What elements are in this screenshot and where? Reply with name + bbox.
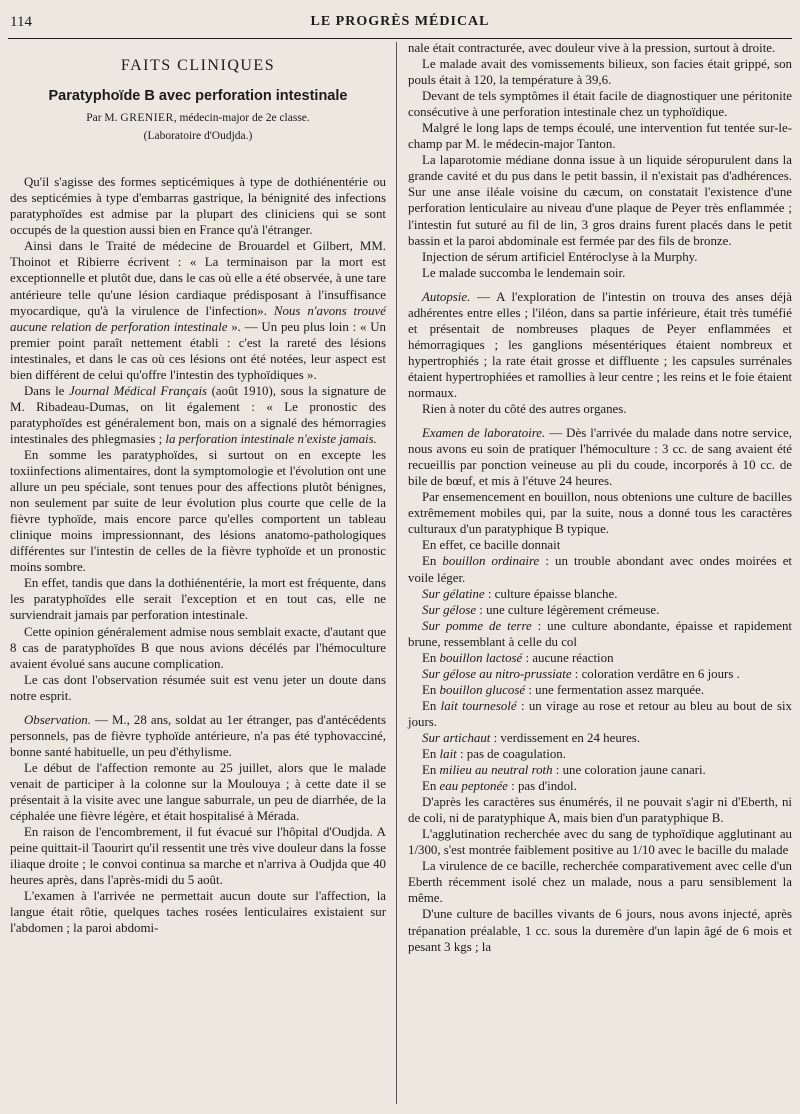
paragraph: Cette opinion généralement admise nous semblait exacte, d'autant que 8 cas de paratyphoïdes B que nous avions décélés par l'hémoculture avaient évolué sans aucune complication. [10,624,386,671]
culture-item: En milieu au neutral roth : une coloration jaune canari. [422,763,706,778]
paragraph: D'après les caractères sus énumérés, il ne pouvait s'agir ni d'Eberth, ni de coli, ni de paratyphique A, mais bien d'un paratyphique B. [408,795,792,826]
culture-item: En eau peptonée : pas d'indol. [422,779,577,794]
paragraph: L'examen à l'arrivée ne permettait aucun doute sur l'affection, la langue était rôtie, quelques taches rosées lenticulaires existaient sur l'abdomen ; la paroi abdomi- [10,889,386,936]
paragraph: Rien à noter du côté des autres organes. [422,402,627,417]
paragraph: La virulence de ce bacille, recherchée comparativement avec celle d'un Eberth récemment isolé chez un malade, nous a paru sensiblement la même. [408,859,792,906]
column-divider [396,42,397,1104]
paragraph: L'agglutination recherchée avec du sang de typhoïdique agglutinant au 1/300, s'est montrée faiblement positive au 1/10 avec le bacille du malade [408,827,792,858]
paragraph: En effet, ce bacille donnait [422,538,561,553]
paragraph: Injection de sérum artificiel Entéroclyse à la Murphy. [422,249,698,264]
culture-item: En bouillon ordinaire : un trouble abondant avec ondes moirées et voile léger. [408,554,793,585]
culture-item: Sur gélose au nitro-prussiate : coloration verdâtre en 6 jours . [422,666,740,681]
byline: Par M. GRENIER, médecin-major de 2e classe. [86,112,310,125]
paragraph: Dans le Journal Médical Français (août 1910), sous la signature de M. Ribadeau-Dumas, on lit également : « Le pronostic des paratyphoïdes est généralement bon, mais on a signalé des hémorragies intestinales des phlegmasies ; la perforation intestinale n'existe jamais. [10,383,387,446]
page-header [10,14,790,34]
left-column [10,42,386,936]
culture-item: Sur gélatine : culture épaisse blanche. [422,586,618,601]
culture-item: Sur gélose : une culture légèrement crémeuse. [422,602,660,617]
right-column [408,40,792,955]
laboratory-note: (Laboratoire d'Oudjda.) [143,130,253,143]
journal-title: LE PROGRÈS MÉDICAL [310,14,490,29]
paragraph: Par ensemencement en bouillon, nous obtenions une culture de bacilles extrêmement mobiles qui, par la suite, nous a donné tous les caractères culturaux d'un paratyphique B typique. [408,490,792,537]
page-number: 114 [10,14,32,30]
paragraph: La laparotomie médiane donna issue à un liquide séropurulent dans la grande cavité et du pus dans le petit bassin, il n'existait pas d'adhérences. Sur une anse iléale voisine du cæcum, on constatait l'existence d'une perforation lenticulaire au niveau d'une plaque de Peyer très enflammée ; l'intestin fut suturé au fil de lin, 3 gros drains furent placés dans le petit bassin et la paroi abdominale est fermée par des fils de bronze. [408,153,792,248]
paragraph: Le début de l'affection remonte au 25 juillet, alors que le malade venait de participer à la colonne sur la Moulouya ; à cette date il se présentait à la visite avec une langue saburrale, un peu de diarrhée, de la céphalée une fièvre légère, et était hospitalisé à Mérada. [10,760,386,824]
paragraph: En effet, tandis que dans la dothiénentérie, la mort est fréquente, dans les paratyphoïdes elle serait l'exception et en tout cas, elle ne surviendrait jamais par perforation intestinale. [10,576,386,623]
paragraph: Ainsi dans le Traité de médecine de Brouardel et Gilbert, MM. Thoinot et Ribierre écrivent : « La terminaison par la mort est exceptionnelle et plutôt due, dans le cas où elle a été observée, à une tare antérieure telle qu'une lésion cardiaque prédisposant à l'insuffisance myocardique, qu'à la virulence de l'infection». Nous n'avons trouvé aucune relation de perforation intestinale ». — Un peu plus loin : « Un premier point paraît nettement établi : c'est la rareté des lésions intestinales, et dans le cas où ces lésions ont été notées, leur aspect est bien différent de celui qu'offre l'intestin des typhoïdiques ». [10,239,386,382]
culture-item: En lait tournesolé : un virage au rose et retour au bleu au bout de six jours. [408,698,792,729]
paragraph: En raison de l'encombrement, il fut évacué sur l'hôpital d'Oudjda. A peine quittait-il Taourirt qu'il ressentit une très vive douleur dans la fosse iliaque droite ; le convoi continua sa marche et n'arriva à Oudjda que 40 heures après, dans l'après-midi du 5 août. [10,825,386,888]
paragraph: En somme les paratyphoïdes, si surtout on en excepte les toxiinfections alimentaires, dont la symptomologie et l'évolution ont une allure un peu spéciale, sont tenues pour des affections plutôt bénignes, non seulement par suite de leur évolution plus courte que celle de la fièvre typhoïde, mais encore parce qu'elles comportent un tableau clinique moins impressionnant, des lésions anatomo-pathologiques différentes sur l'intestin de celles de la fièvre typhoïde et un pronostic moins sombre. [10,447,386,575]
paragraph: Le cas dont l'observation résumée suit est venu jeter un doute dans notre esprit. [10,672,386,703]
paragraph: Malgré le long laps de temps écoulé, une intervention fut tentée sur-le-champ par M. le médecin-major Tanton. [408,121,792,152]
culture-item: Sur artichaut : verdissement en 24 heures. [422,730,641,745]
paragraph: Autopsie. — A l'exploration de l'intestin on trouva des anses déjà adhérentes entre elles ; l'iléon, dans sa partie inférieure, était très tuméfié et présentait de nombreuses plaques de Peyer enflammées et hémorragiques ; les ganglions mésentériques étaient nombreux et hypertrophiés ; la rate était grosse et diffluente ; les capsules surrénales étaient hypertrophiées et ramollies à leur centre ; les reins et le foie étaient normaux. [408,289,792,400]
paragraph: Observation. — M., 28 ans, soldat au 1er étranger, pas d'antécédents personnels, pas de fièvre typhoïde antérieure, n'a pas été typhovacciné, bonne santé habituelle, un peu d'éthylisme. [10,712,386,759]
culture-item: En lait : pas de coagulation. [422,747,566,762]
section-heading: FAITS CLINIQUES [120,57,276,74]
paragraph: D'une culture de bacilles vivants de 6 jours, nous avons injecté, après trépanation préalable, 1 cc. sous la duremère d'un lapin âgé de 6 mois et pesant 3 kgs ; la [408,907,792,954]
header-rule [8,38,792,39]
culture-item: Sur pomme de terre : une culture abondante, épaisse et rapidement brune, ressemblant à celle du col [408,618,792,649]
article-title: Paratyphoïde B avec perforation intestinale [48,88,348,105]
paragraph: Le malade succomba le lendemain soir. [422,265,626,280]
culture-item: En bouillon lactosé : aucune réaction [422,650,614,665]
paragraph: Devant de tels symptômes il était facile de diagnostiquer une péritonite consécutive à une perforation intestinale chez un typhoïdique. [408,89,792,120]
paragraph: nale était contracturée, avec douleur vive à la pression, surtout à droite. [408,41,776,55]
culture-item: En bouillon glucosé : une fermentation assez marquée. [422,682,705,697]
paragraph: Examen de laboratoire. — Dès l'arrivée du malade dans notre service, nous avons eu soin de pratiquer l'hémoculture : 3 cc. de sang avaient été recueillis par ponction veineuse au pli du coude, incorporés à 10 cc. de bile de bœuf, et mis à l'étuve 24 heures. [408,426,792,489]
paragraph: Le malade avait des vomissements bilieux, son facies était grippé, son pouls était à 120, la température à 39,6. [408,57,792,88]
author-name: GRENIER [120,112,174,125]
paragraph: Qu'il s'agisse des formes septicémiques à type de dothiénentérie ou des septicémies à type d'embarras gastrique, la bénignité des infections paratyphoïdes est admise par la plupart des cliniciens qui se sont occupés de la question aussi bien en France qu'à l'étranger. [10,175,386,238]
